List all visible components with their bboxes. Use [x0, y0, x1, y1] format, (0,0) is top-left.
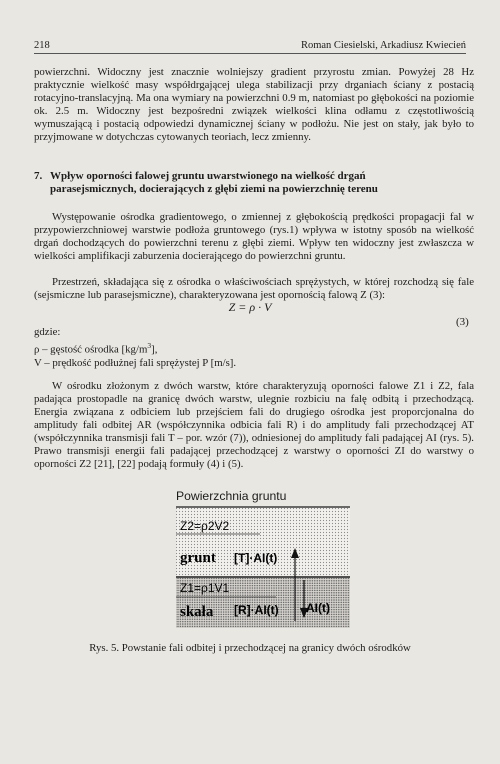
equation-3: Z = ρ · V	[228, 300, 272, 314]
authors: Roman Ciesielski, Arkadiusz Kwiecień	[300, 40, 466, 51]
figure-5-diagram	[172, 486, 350, 641]
section-title-line2: parasejsmicznych, docierających z głębi ziemi na powierzchnię terenu	[50, 183, 378, 195]
running-header	[34, 40, 466, 54]
incident-label: AI(t)	[306, 601, 330, 615]
skala-label: skała	[180, 604, 214, 620]
figure-caption: Rys. 5. Powstanie fali odbitej i przechodzącej na granicy dwóch ośrodków	[89, 642, 411, 654]
reflected-label: [R]·AI(t)	[234, 603, 279, 617]
definitions	[34, 326, 474, 370]
page-number: 218	[34, 40, 50, 51]
paragraph-4: W ośrodku złożonym z dwóch warstw, które charakteryzują oporności falowe Z1 i Z2, fala padająca prostopadle na granicę dwóch warstw, ulegnie rozbiciu na falę odbitą i przechodzącą. Energia związana z odbiciem lub przejściem fali do drugiego ośrodka jest proporcjonalna do amplitudy fali odbitej AR (współczynnika odbicia fali R) i do amplitudy fali przechodzącej AT (współczynnika transmisji fali T – por. wzór (7)), odniesionej do amplitudy fali padającej AI (rys. 5). Prawo transmisji energii fali padającej przechodzącej z warstwy o oporności ZI do warstwy o oporności Z2 [21], [22] podają formuły (4) i (5).	[34, 380, 474, 470]
paragraph-2: Występowanie ośrodka gradientowego, o zmiennej z głębokością prędkości propagacji fal w przypowierzchniowej warstwie podłoża gruntowego (rys.1) wpływa w istotny sposób na wielkość drgań dochodzących do powierzchni terenu z głębi ziemi. Wpływ ten widoczny jest zwłaszcza w wielkości amplifikacji zaburzenia docierającego do powierzchni gruntu.	[34, 211, 474, 262]
equation-number: (3)	[456, 316, 469, 328]
grunt-label: grunt	[180, 550, 216, 566]
z2-label: Z2=ρ2V2	[180, 519, 230, 533]
definition-rho: ρ – gęstość ośrodka $[kg/m^3]$,	[34, 341, 158, 356]
paragraph-3: Przestrzeń, składająca się z ośrodka o właściwościach sprężystych, w której rozchodzą się fale (sejsmiczne lub parasejsmiczne), charakteryzowana jest opornością falową Z (3):	[34, 276, 474, 301]
transmitted-label: [T]·AI(t)	[234, 551, 278, 565]
gdzie-label: gdzie:	[34, 326, 61, 338]
section-heading	[34, 170, 474, 196]
figure-surface-label: Powierzchnia gruntu	[176, 489, 287, 503]
paragraph-1: powierzchni. Widoczny jest znacznie wolniejszy gradient przyrostu zmian. Powyżej 28 Hz praktycznie wielkość masy współdrgającej ulega stabilizacji przy drganiach ściany z postacią rotacyjno-translacyjną. Ma ona wymiary na powierzchni 0.9 m, natomiast po głębokości na poziomie ok. 2.5 m. Widoczny jest bezpośredni związek wielkości klina odłamu z częstotliwością wymuszającą i postacią odpowiedzi dynamicznej ściany w podłożu. Nie jest on stały, jak było to przyjmowane w dotychczas cytowanych teoriach, lecz zmienny.	[34, 66, 474, 143]
z1-label: Z1=ρ1V1	[180, 581, 230, 595]
definition-v: V – prędkość podłużnej fali sprężystej P [m/s].	[34, 356, 237, 369]
section-number: 7.	[34, 170, 43, 182]
section-title-line1: Wpływ oporności falowej gruntu uwarstwionego na wielkość drgań	[50, 170, 366, 182]
